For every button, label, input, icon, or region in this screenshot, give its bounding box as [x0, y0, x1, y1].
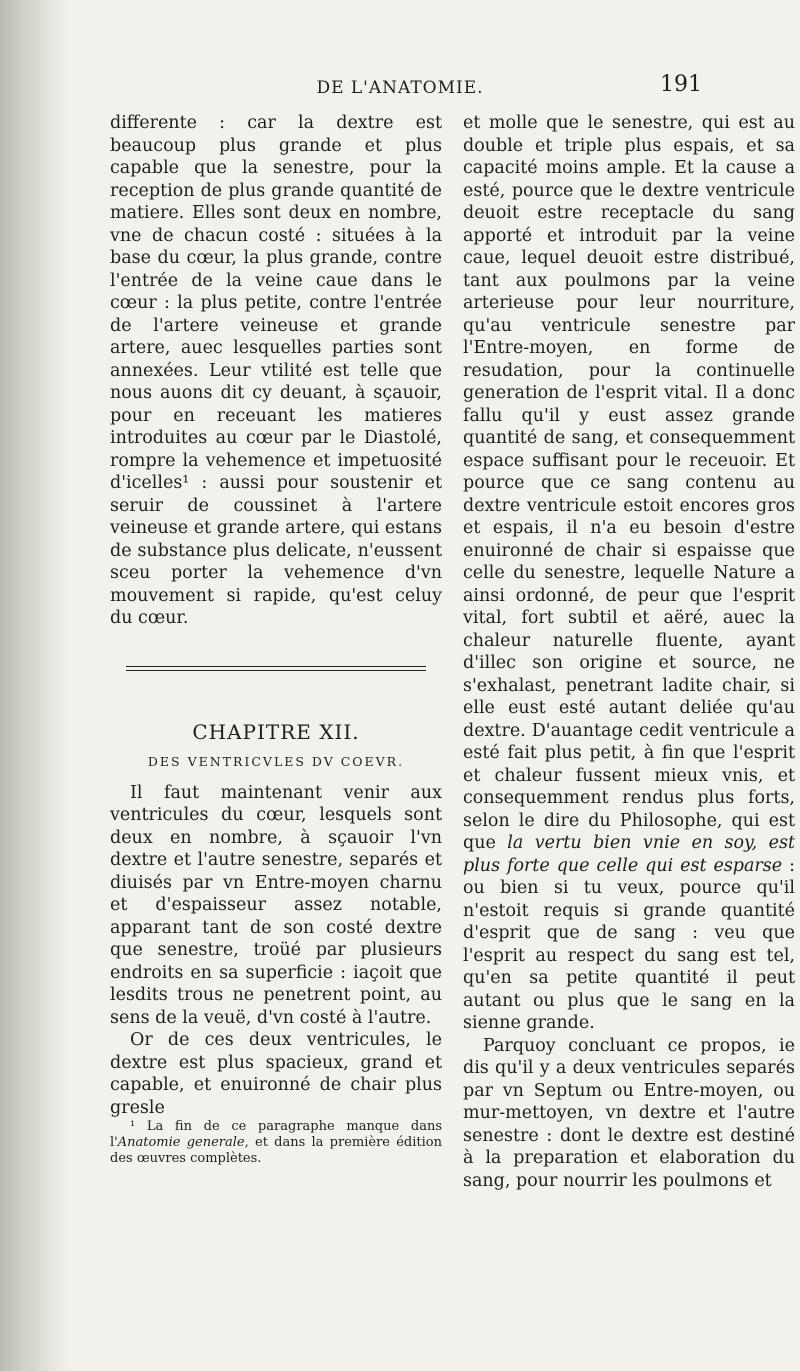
double-rule-bottom	[126, 670, 426, 671]
chapter-rule-group	[110, 666, 442, 671]
chapter-title: CHAPITRE XII.	[192, 719, 360, 744]
page-number: 191	[660, 72, 702, 97]
footnote-prefix: ¹ La fin de ce paragraphe manque dans l'	[110, 1119, 442, 1150]
footnote-italic: Anatomie generale	[117, 1135, 245, 1150]
right-paragraph-1	[463, 112, 795, 1035]
right-paragraph-2: Parquoy concluant ce propos, ie dis qu'il y a deux ventricules separés par vn Septum ou Entre-moyen, ou mur-mettoyen, vn dextre et l'autre senestre : dont le dextre est destiné à la preparation et elaboration du sang, pour nourrir les poulmons et	[463, 1035, 795, 1191]
page-gutter-shadow	[0, 0, 70, 1371]
left-column	[110, 112, 442, 1167]
right-paragraph-1a: et molle que le senestre, qui est au double et triple plus espais, et sa capacité moins ample. Et la cause a esté, pource que le dextre ventricule deuoit estre receptacle du sang apporté et introduit par la veine caue, lequel deuoit estre distribué, tant aux poulmons par la veine arterieuse pour leur nourriture, qu'au ventricule senestre par l'Entre-moyen, en forme de resudation, pour la continuelle generation de l'esprit vital. Il a donc fallu qu'il y eust assez grande quantité de sang, et consequemment espace suffisant pour le receuoir. Et pource que ce sang contenu au dextre ventricule estoit encores gros et espais, il n'a eu besoin d'estre enuironné de chair si espaisse que celle du senestre, lequelle Nature a ainsi ordonné, de peur que l'esprit vital, fort subtil et aëré, auec la chaleur naturelle fluente, ayant d'illec son origine et source, ne s'exhalast, penetrant ladite chair, si elle eust esté autant deliée qu'au dextre. D'auantage cedit ventricule a esté fait plus petit, à fin que l'esprit et chaleur fussent mieux vnis, et consequemment rendus plus forts, selon le dire du Philosophe, qui est que	[463, 113, 795, 853]
chapter-paragraph-2: Or de ces deux ventricules, le dextre est plus spacieux, grand et capable, et enuironné de chair plus gresle	[110, 1030, 442, 1118]
chapter-paragraph-1: Il faut maintenant venir aux ventricules du cœur, lesquels sont deux en nombre, à sçauoir l'vn dextre et l'autre senestre, separés et diuisés par vn Entre-moyen charnu et d'espaisseur assez notable, apparant tant de son costé dextre que senestre, troüé par plusieurs endroits en sa superficie : iaçoit que lesdits trous ne penetrent point, au sens de la veuë, d'vn costé à l'autre.	[110, 782, 442, 1028]
intro-paragraph: differente : car la dextre est beaucoup plus grande et plus capable que la senestre, pour la reception de plus grande quantité de matiere. Elles sont deux en nombre, vne de chacun costé : situées à la base du cœur, la plus grande, contre l'entrée de la veine caue dans le cœur : la plus petite, contre l'entrée de l'artere veineuse et grande artere, auec lesquelles parties sont annexées. Leur vtilité est telle que nous auons dit cy deuant, à sçauoir, pour en receuant les matieres introduites au cœur par le Diastolé, rompre la vehemence et impetuosité d'icelles¹ : aussi pour soustenir et seruir de coussinet à l'artere veineuse et grande artere, qui estans de substance plus delicate, n'eussent sceu porter la vehemence d'vn mouvement si rapide, qu'est celuy du cœur.	[110, 113, 442, 628]
footnote-suffix: , et dans la première édition des œuvres complètes.	[110, 1135, 442, 1166]
chapter-subtitle: DES VENTRICVLES DV COEVR.	[147, 754, 405, 769]
footnote	[110, 1119, 442, 1167]
running-header: DE L'ANATOMIE.	[316, 78, 484, 98]
double-rule-top	[126, 666, 426, 667]
right-column	[463, 112, 795, 1192]
right-paragraph-1-italic: la vertu bien vnie en soy, est plus forte que celle qui est esparse	[463, 833, 795, 876]
right-paragraph-1b: : ou bien si tu veux, pource qu'il n'estoit requis si grande quantité d'esprit que de sang : veu que l'esprit au respect du sang est tel, qu'en sa petite quantité il peut autant ou plus que le sang en la sienne grande.	[463, 855, 795, 1033]
